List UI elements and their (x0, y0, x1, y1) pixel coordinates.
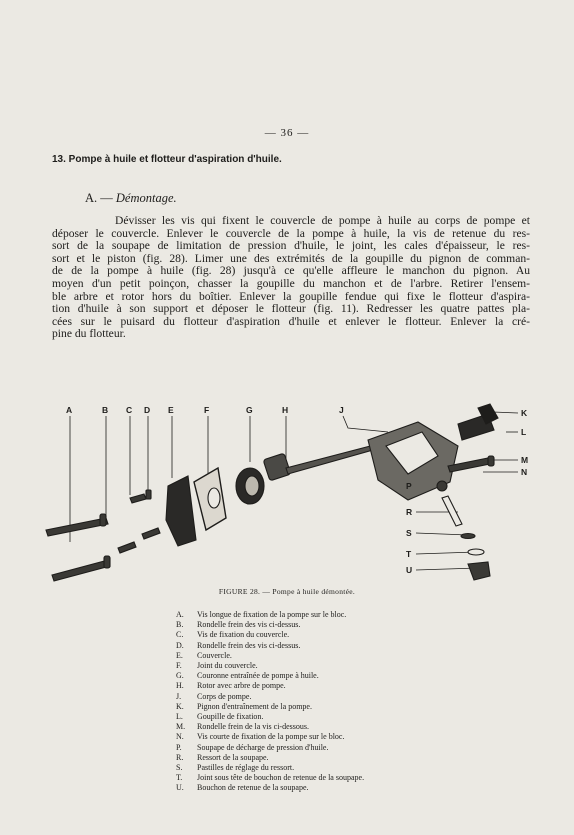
paragraph-line: pine du flotteur. (52, 327, 126, 341)
legend-text: Bouchon de retenue de la soupape. (197, 783, 309, 793)
paragraph-line: déposer le couvercle. Enlever le couvercle de la pompe à huile, la vis de retenue du res- (52, 226, 530, 240)
legend-key: P. (176, 742, 182, 752)
legend-item (176, 732, 364, 742)
figure-legend (176, 610, 364, 794)
legend-key: S. (176, 763, 183, 773)
legend-key: N. (176, 732, 184, 742)
legend-key: L. (176, 712, 183, 722)
label-P: P (406, 481, 412, 491)
legend-text: Rondelle frein des vis ci-dessus. (197, 620, 301, 630)
label-R: R (406, 507, 413, 517)
legend-text: Joint du couvercle. (197, 661, 258, 671)
paragraph-line: tion d'huile à son support et déposer le flotteur (fig. 11). Redresser les quatre pattes pla- (52, 302, 530, 316)
legend-text: Corps de pompe. (197, 691, 252, 701)
legend-item (176, 641, 364, 651)
legend-text: Vis courte de fixation de la pompe sur le bloc. (197, 732, 345, 742)
legend-item (176, 722, 364, 732)
page-number: — 36 — (264, 127, 310, 139)
legend-text: Vis longue de fixation de la pompe sur le bloc. (197, 610, 347, 619)
label-U: U (406, 565, 413, 575)
paragraph-line: Dévisser les vis qui fixent le couvercle de pompe à huile au corps de pompe et (115, 214, 530, 227)
legend-item (176, 692, 364, 702)
body-paragraph (52, 215, 530, 341)
exploded-pump-diagram (38, 400, 538, 590)
label-D: D (144, 405, 151, 415)
label-S: S (406, 528, 412, 538)
legend-key: J. (176, 691, 182, 701)
legend-text: Joint sous tête de bouchon de retenue de la soupape. (197, 773, 365, 783)
legend-key: R. (176, 752, 184, 762)
label-F: F (204, 405, 210, 415)
legend-key: K. (176, 701, 184, 711)
label-T: T (406, 549, 412, 559)
label-B: B (102, 405, 109, 415)
legend-key: D. (176, 640, 184, 650)
label-J: J (339, 405, 344, 415)
legend-text: Rondelle frein de la vis ci-dessous. (197, 722, 309, 732)
legend-item (176, 620, 364, 630)
section-title: 13. Pompe à huile et flotteur d'aspiration d'huile. (52, 154, 282, 165)
subsection-prefix: A. — (85, 191, 116, 205)
legend-key: E. (176, 650, 183, 660)
legend-item (176, 671, 364, 681)
legend-key: F. (176, 661, 182, 671)
legend-text: Goupille de fixation. (197, 712, 264, 722)
legend-item (176, 702, 364, 712)
legend-item (176, 783, 364, 793)
label-A: A (66, 405, 73, 415)
legend-text: Rondelle frein des vis ci-dessus. (197, 640, 301, 650)
paragraph-line: sort de la soupape de limitation de pression d'huile, le joint, les cales d'épaisseur, le res- (52, 239, 530, 253)
legend-item (176, 763, 364, 773)
legend-text: Pastilles de réglage du ressort. (197, 763, 295, 773)
legend-text: Ressort de la soupape. (197, 752, 269, 762)
paragraph-line: de de la pompe à huile (fig. 28) jusqu'à ce qu'elle affleure le manchon du pignon. Au (52, 264, 530, 278)
legend-text: Vis de fixation du couvercle. (197, 630, 290, 640)
legend-text: Soupape de décharge de pression d'huile. (197, 742, 329, 752)
paragraph-line: ble arbre et rotor hors du boîtier. Enlever la goupille fendue qui fixe le flotteur d'aspira- (52, 289, 530, 303)
paragraph-line: cées sur le puisard du flotteur d'aspiration d'huile et enlever le flotteur. Enlever la cré- (52, 314, 530, 328)
legend-text: Rotor avec arbre de pompe. (197, 681, 286, 691)
legend-key: U. (176, 783, 184, 793)
label-H: H (282, 405, 289, 415)
legend-item (176, 743, 364, 753)
legend-key: A. (176, 610, 184, 619)
subsection-heading (85, 191, 177, 206)
label-N: N (521, 467, 528, 477)
label-M: M (521, 455, 529, 465)
label-L: L (521, 427, 527, 437)
legend-item (176, 651, 364, 661)
legend-key: H. (176, 681, 184, 691)
label-G: G (246, 405, 253, 415)
legend-item (176, 712, 364, 722)
legend-key: M. (176, 722, 186, 732)
label-E: E (168, 405, 174, 415)
legend-text: Couronne entraînée de pompe à huile. (197, 671, 319, 681)
legend-item (176, 773, 364, 783)
legend-text: Pignon d'entraînement de la pompe. (197, 701, 312, 711)
legend-key: B. (176, 620, 184, 630)
subsection-title: Démontage. (115, 191, 177, 205)
label-C: C (126, 405, 133, 415)
label-K: K (521, 408, 528, 418)
legend-item (176, 661, 364, 671)
legend-item (176, 681, 364, 691)
legend-key: T. (176, 773, 183, 783)
paragraph-line: sort et le piston (fig. 28). Limer une des extrémités de la goupille du pignon de comman- (52, 251, 530, 265)
paragraph-line: moyen d'un petit poinçon, chasser la goupille du manchon et de l'arbre. Retirer l'ensem- (52, 276, 530, 290)
legend-item (176, 630, 364, 640)
figure-caption: FIGURE 28. — Pompe à huile démontée. (218, 587, 356, 596)
legend-key: G. (176, 671, 184, 681)
legend-item (176, 753, 364, 763)
legend-item (176, 610, 364, 620)
legend-text: Couvercle. (197, 650, 232, 660)
legend-key: C. (176, 630, 184, 640)
